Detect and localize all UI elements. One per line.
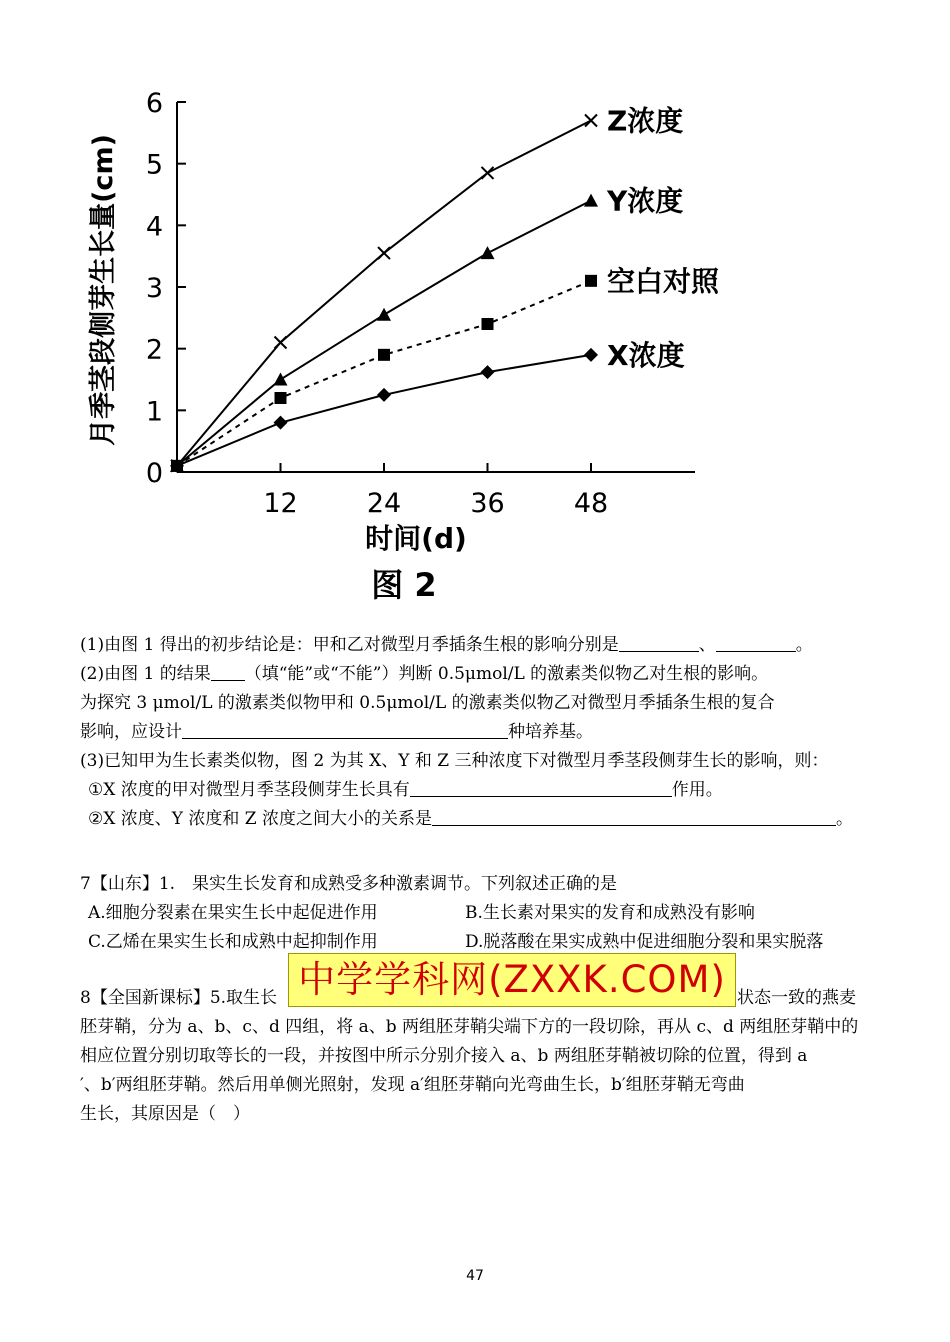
question-1: [80, 631, 813, 660]
q1-end: 。: [795, 635, 813, 655]
question-3-2: [88, 805, 853, 834]
q2-text-c: 为探究 3 μmol/L 的激素类似物甲和 0.5μmol/L 的激素类似物乙对微型月季插条生根的复合: [80, 693, 775, 713]
item8-line-3: 相应位置分别切取等长的一段，并按图中所示分别介接入 a、b 两组胚芽鞘被切除的位置，得到 a: [80, 1046, 808, 1066]
question-2-line-3: [80, 718, 593, 747]
data-point-square: [482, 318, 494, 330]
series-triangle: [170, 185, 683, 472]
y-tick-label: 5: [145, 149, 163, 181]
item7-option-d[interactable]: D.脱落酸在果实成熟中促进细胞分裂和果实脱落: [465, 932, 824, 952]
x-tick-label: 36: [470, 488, 505, 519]
data-point-diamond: [377, 388, 391, 402]
data-point-x: [585, 115, 597, 127]
question-3: [80, 747, 828, 776]
item7-stem: 7【山东】1. 果实生长发育和成熟受多种激素调节。下列叙述正确的是: [80, 874, 618, 894]
y-tick-label: 4: [145, 211, 163, 243]
y-tick-label: 2: [145, 334, 163, 366]
q3-1-text-a: ①X 浓度的甲对微型月季茎段侧芽生长具有: [88, 780, 410, 800]
answer-blank[interactable]: [716, 633, 796, 652]
page-number: 47: [466, 1268, 484, 1284]
x-tick-label: 48: [573, 488, 609, 519]
data-point-square: [378, 349, 390, 361]
series-label: X浓度: [607, 338, 685, 372]
data-point-triangle: [584, 194, 598, 207]
series-label: Z浓度: [607, 104, 684, 138]
series-label: Y浓度: [607, 184, 684, 218]
q3-1-text-b: 作用。: [671, 780, 723, 800]
y-tick-label: 3: [145, 273, 163, 304]
data-point-diamond: [274, 416, 288, 430]
item8-line-4: ′、b′两组胚芽鞘。然后用单侧光照射，发现 a′组胚芽鞘向光弯曲生长，b′组胚芽鞘无弯曲: [80, 1075, 745, 1095]
item7-option-a[interactable]: A.细胞分裂素在果实生长中起促进作用: [88, 903, 378, 923]
item8-line-5: 生长，其原因是（ ）: [80, 1104, 250, 1124]
y-tick-label: 1: [145, 396, 163, 428]
answer-blank[interactable]: [182, 720, 508, 739]
x-tick-label: 12: [263, 488, 298, 519]
data-point-x: [482, 167, 494, 179]
data-point-x: [378, 247, 390, 259]
y-tick-label: 0: [145, 458, 163, 489]
x-tick-label: 24: [366, 488, 402, 519]
q3-text: (3)已知甲为生长素类似物，图 2 为其 X、Y 和 Z 三种浓度下对微型月季茎段侧芽生长的影响，则：: [80, 751, 829, 771]
chart-series: [170, 105, 720, 473]
data-point-triangle: [481, 246, 495, 259]
data-point-diamond: [584, 348, 598, 362]
answer-blank[interactable]: [619, 633, 699, 652]
x-axis-label: 时间(d): [365, 522, 467, 555]
y-tick-label: 6: [145, 88, 163, 119]
question-3-1: [88, 776, 723, 805]
growth-chart: [60, 80, 760, 620]
answer-blank[interactable]: [432, 807, 836, 826]
question-2-line-1: [80, 660, 768, 689]
series-diamond: [170, 339, 685, 473]
item7-option-b[interactable]: B.生长素对果实的发育和成熟没有影响: [465, 903, 755, 923]
answer-blank[interactable]: [211, 662, 245, 681]
data-point-square: [585, 275, 597, 287]
q1-separator: 、: [698, 635, 716, 655]
chart-axes: [146, 88, 695, 519]
y-axis-label: 月季茎段侧芽生长量(cm): [88, 134, 119, 446]
q1-text: (1)由图 1 得出的初步结论是：甲和乙对微型月季插条生根的影响分别是: [80, 635, 619, 655]
data-point-square: [275, 392, 287, 404]
series-line: [177, 355, 591, 466]
item8-line-1b: 状态一致的燕麦: [737, 988, 856, 1008]
question-2-line-2: [80, 689, 775, 718]
data-point-triangle: [274, 373, 288, 386]
q2-text-e: 种培养基。: [508, 722, 593, 742]
data-point-triangle: [377, 308, 391, 321]
answer-blank[interactable]: [410, 778, 672, 797]
q3-2-text-b: 。: [836, 809, 853, 829]
item7-option-c[interactable]: C.乙烯在果实生长和成熟中起抑制作用: [88, 932, 378, 952]
item8-line-2: 胚芽鞘，分为 a、b、c、d 四组，将 a、b 两组胚芽鞘尖端下方的一段切除，再从 c、d 两组胚芽鞘中的: [80, 1017, 859, 1037]
q2-text-b: （填“能”或“不能”）判断 0.5μmol/L 的激素类似物乙对生根的影响。: [244, 664, 769, 684]
figure-caption: 图 2: [371, 566, 437, 604]
data-point-x: [275, 337, 287, 349]
q3-2-text-a: ②X 浓度、Y 浓度和 Z 浓度之间大小的关系是: [88, 809, 432, 829]
item8-line-1a: 8【全国新课标】5.取生长: [80, 988, 278, 1008]
q2-text-d: 影响，应设计: [80, 722, 182, 742]
series-label: 空白对照: [607, 264, 720, 298]
watermark-banner: 中学学科网(ZXXK.COM): [288, 953, 736, 1007]
q2-text-a: (2)由图 1 的结果: [80, 664, 211, 684]
data-point-diamond: [481, 365, 495, 379]
